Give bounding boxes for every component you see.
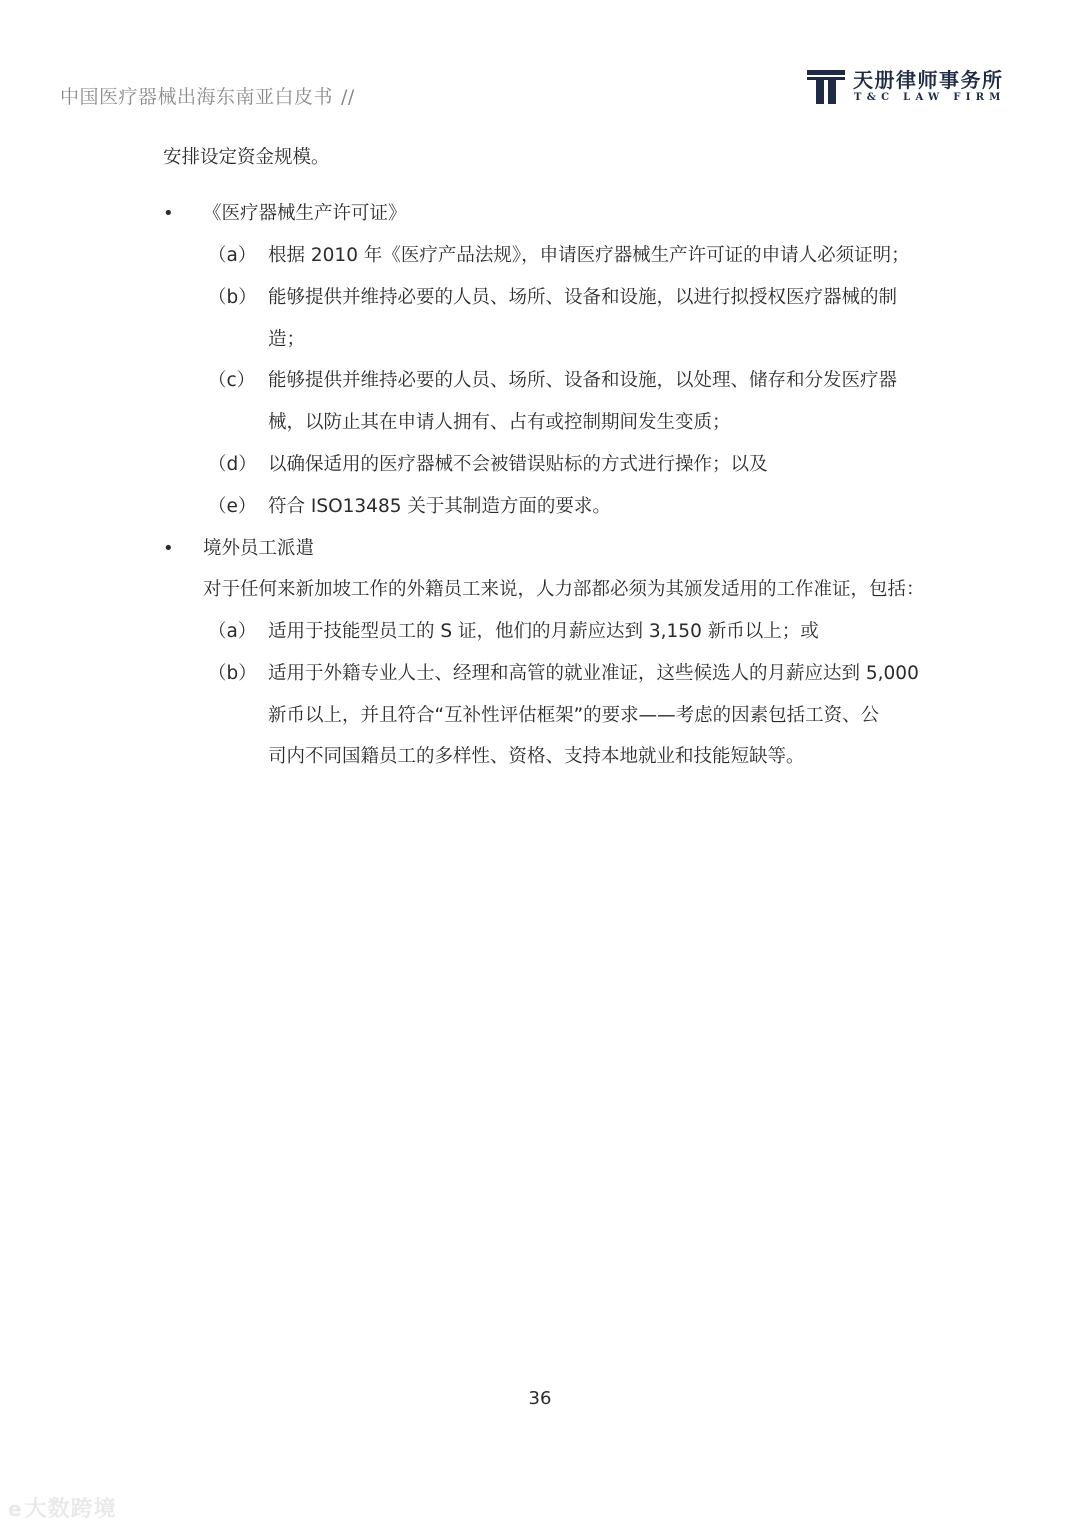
list-item-text: 能够提供并维持必要的人员、场所、设备和设施，以处理、储存和分发医疗器 [268,370,898,391]
list-item-text: 适用于外籍专业人士、经理和高管的就业准证，这些候选人的月薪应达到 5,000 [268,663,919,684]
list-item-text-continued: 造； [268,329,306,350]
logo-name-cn: 天册律师事务所 [853,68,1004,92]
bullet-dot-section1: • [163,203,174,224]
header [60,82,355,109]
list-item-text: 适用于技能型员工的 S 证，他们的月薪应达到 3,150 新币以上；或 [268,621,819,642]
section2-intro: 对于任何来新加坡工作的外籍员工来说，人力部都必须为其颁发适用的工作准证，包括： [203,579,925,600]
logo-mark-icon [807,68,845,104]
page-number: 36 [528,1388,552,1409]
bullet-dot-section2: • [163,538,174,559]
list-item-text: 能够提供并维持必要的人员、场所、设备和设施，以进行拟授权医疗器械的制 [268,287,898,308]
item-marker: （b） [208,287,257,308]
section2-title: 境外员工派遣 [203,538,315,559]
list-item-text-continued: 械，以防止其在申请人拥有、占有或控制期间发生变质； [268,412,731,433]
item-marker: （a） [208,245,257,266]
header-separator: // [341,86,355,108]
list-item-text: 以确保适用的医疗器械不会被错误贴标的方式进行操作；以及 [268,454,768,475]
item-marker: （b） [208,663,257,684]
item-marker: （e） [208,496,257,517]
list-item-text: 根据 2010 年《医疗产品法规》，申请医疗器械生产许可证的申请人必须证明； [268,245,910,266]
intro-line: 安排设定资金规模。 [163,147,330,168]
watermark [8,1492,117,1523]
watermark-logo-icon: e [8,1497,23,1521]
law-firm-logo [807,68,1017,108]
item-marker: （c） [208,370,256,391]
list-item-text: 符合 ISO13485 关于其制造方面的要求。 [268,496,611,517]
logo-name-en: T&C LAW FIRM [854,92,1006,103]
item-marker: （d） [208,454,257,475]
list-item-text-continued: 新币以上，并且符合“互补性评估框架”的要求——考虑的因素包括工资、公 [268,705,880,726]
document-title: 中国医疗器械出海东南亚白皮书 [60,86,334,108]
list-item-text-continued: 司内不同国籍员工的多样性、资格、支持本地就业和技能短缺等。 [268,746,805,767]
item-marker: （a） [208,621,257,642]
watermark-text: 大数跨境 [24,1497,117,1522]
section1-title: 《医疗器械生产许可证》 [203,203,407,224]
